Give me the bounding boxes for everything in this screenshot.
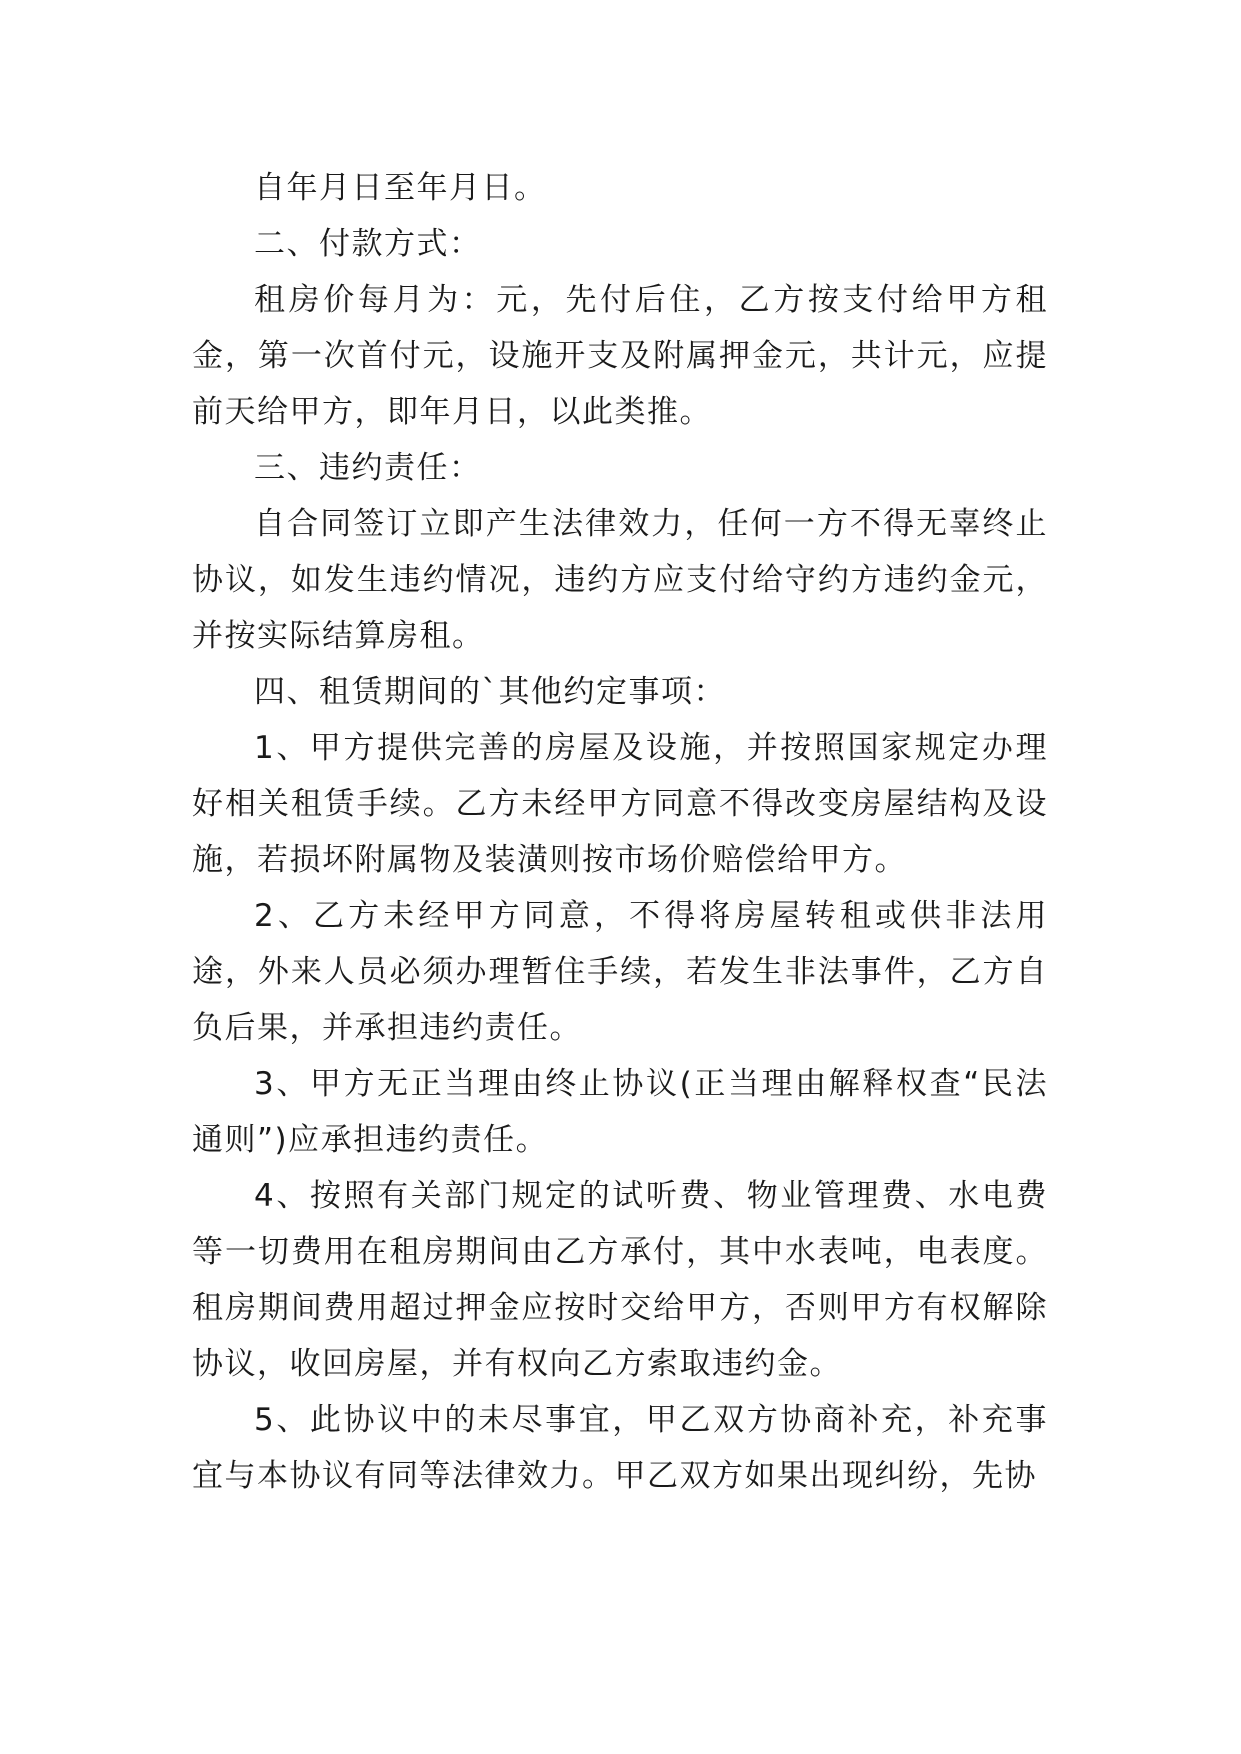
paragraph-term: 自年月日至年月日。 [254,170,547,206]
heading-breach-liability: 三、违约责任： [254,450,482,486]
clause-3: 3、甲方无正当理由终止协议(正当理由解释权查“民法通则”)应承担违约责任。 [192,1066,1048,1158]
clause-1: 1、甲方提供完善的房屋及设施，并按照国家规定办理好相关租赁手续。乙方未经甲方同意不得改变房屋结构及设施，若损坏附属物及装潢则按市场价赔偿给甲方。 [192,730,1048,878]
heading-payment-method: 二、付款方式： [254,226,482,262]
heading-other-terms: 四、租赁期间的`其他约定事项： [254,674,726,710]
clause-4: 4、按照有关部门规定的试听费、物业管理费、水电费等一切费用在租房期间由乙方承付，其中水表吨，电表度。租房期间费用超过押金应按时交给甲方，否则甲方有权解除协议，收回房屋，并有权向乙方索取违约金。 [192,1178,1048,1382]
clause-5: 5、此协议中的未尽事宜，甲乙双方协商补充，补充事宜与本协议有同等法律效力。甲乙双方如果出现纠纷，先协 [192,1402,1048,1494]
paragraph-payment: 租房价每月为：元，先付后住，乙方按支付给甲方租金，第一次首付元，设施开支及附属押金元，共计元，应提前天给甲方，即年月日，以此类推。 [192,282,1048,430]
document-body [192,160,1048,1504]
clause-2: 2、乙方未经甲方同意，不得将房屋转租或供非法用途，外来人员必须办理暂住手续，若发生非法事件，乙方自负后果，并承担违约责任。 [192,898,1048,1046]
paragraph-breach: 自合同签订立即产生法律效力，任何一方不得无辜终止协议，如发生违约情况，违约方应支付给守约方违约金元，并按实际结算房租。 [192,506,1048,654]
